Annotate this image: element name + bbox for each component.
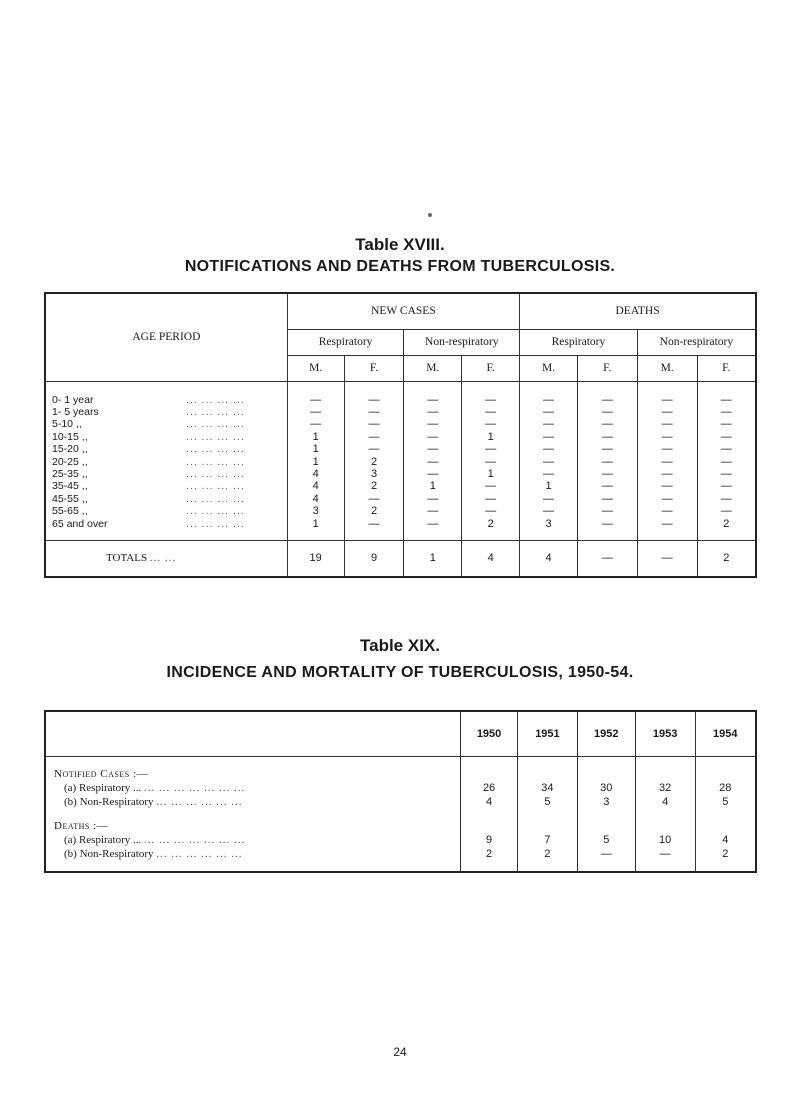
age-label: 20-25 ,, ... ... ... ... bbox=[45, 456, 287, 468]
cell: 2 bbox=[518, 847, 578, 861]
sex-m: M. bbox=[520, 355, 578, 381]
age-label: 55-65 ,, ... ... ... ... bbox=[45, 505, 287, 517]
cell: — bbox=[404, 468, 462, 480]
cell: 34 bbox=[518, 781, 578, 795]
total-cell: 9 bbox=[344, 540, 404, 577]
cell: — bbox=[577, 406, 637, 418]
cell: — bbox=[344, 443, 404, 455]
cell: 2 bbox=[344, 456, 404, 468]
cell: — bbox=[462, 381, 520, 406]
cell: — bbox=[520, 443, 578, 455]
cell: — bbox=[637, 406, 697, 418]
table-row bbox=[45, 406, 756, 418]
table-xix bbox=[44, 710, 757, 873]
cell: — bbox=[520, 381, 578, 406]
total-cell: 19 bbox=[287, 540, 344, 577]
totals-label: TOTALS ... ... bbox=[45, 540, 287, 577]
cell: — bbox=[344, 431, 404, 443]
cell: — bbox=[404, 456, 462, 468]
cell: — bbox=[697, 493, 756, 505]
cell: 1 bbox=[287, 443, 344, 455]
age-label: 0- 1 year ... ... ... ... bbox=[45, 381, 287, 406]
sex-f: F. bbox=[577, 355, 637, 381]
nc-nonresp-header: Non-respiratory bbox=[404, 329, 520, 355]
cell: — bbox=[404, 493, 462, 505]
table-xix-subtitle: INCIDENCE AND MORTALITY OF TUBERCULOSIS, 1950-54. bbox=[166, 664, 634, 681]
cell: 32 bbox=[635, 781, 695, 795]
cell: — bbox=[344, 493, 404, 505]
age-label: 5-10 ,, ... ... ... ... bbox=[45, 418, 287, 430]
cell: — bbox=[697, 418, 756, 430]
total-cell: 1 bbox=[404, 540, 462, 577]
cell: 1 bbox=[287, 431, 344, 443]
year-header: 1952 bbox=[577, 711, 635, 757]
sex-f: F. bbox=[697, 355, 756, 381]
cell: — bbox=[404, 431, 462, 443]
cell: — bbox=[287, 406, 344, 418]
cell: 1 bbox=[462, 468, 520, 480]
speck bbox=[428, 213, 432, 217]
cell: — bbox=[697, 505, 756, 517]
age-label: 10-15 ,, ... ... ... ... bbox=[45, 431, 287, 443]
age-label: 45-55 ,, ... ... ... ... bbox=[45, 493, 287, 505]
cell: — bbox=[697, 406, 756, 418]
cell: 4 bbox=[287, 468, 344, 480]
cell: — bbox=[520, 418, 578, 430]
cell: 2 bbox=[697, 518, 756, 541]
table-row bbox=[45, 480, 756, 492]
table-row bbox=[45, 456, 756, 468]
cell: — bbox=[635, 847, 695, 861]
cell: — bbox=[637, 431, 697, 443]
blank-header bbox=[45, 711, 461, 757]
cell: — bbox=[287, 418, 344, 430]
total-cell: 4 bbox=[520, 540, 578, 577]
cell: — bbox=[577, 468, 637, 480]
cell: — bbox=[462, 480, 520, 492]
sex-m: M. bbox=[404, 355, 462, 381]
age-label: 65 and over ... ... ... ... bbox=[45, 518, 287, 541]
cell: — bbox=[462, 406, 520, 418]
new-cases-header: NEW CASES bbox=[287, 293, 519, 329]
table-row bbox=[45, 468, 756, 480]
cell: 2 bbox=[344, 480, 404, 492]
row-label: (b) Non-Respiratory ... ... ... ... ... ... bbox=[45, 795, 461, 809]
cell: — bbox=[577, 456, 637, 468]
cell: 1 bbox=[520, 480, 578, 492]
row-label: (b) Non-Respiratory ... ... ... ... ... ... bbox=[45, 847, 461, 861]
age-label: 25-35 ,, ... ... ... ... bbox=[45, 468, 287, 480]
cell: — bbox=[577, 381, 637, 406]
deaths-header: DEATHS bbox=[520, 293, 756, 329]
cell: — bbox=[520, 431, 578, 443]
cell: — bbox=[462, 505, 520, 517]
cell: 2 bbox=[344, 505, 404, 517]
cell: 4 bbox=[287, 480, 344, 492]
cell: — bbox=[520, 493, 578, 505]
cell: — bbox=[637, 468, 697, 480]
cell: — bbox=[637, 381, 697, 406]
total-cell: — bbox=[637, 540, 697, 577]
cell: 5 bbox=[695, 795, 756, 809]
cell: 28 bbox=[695, 781, 756, 795]
cell: — bbox=[404, 443, 462, 455]
cell: — bbox=[697, 468, 756, 480]
cell: — bbox=[287, 381, 344, 406]
age-label: 1- 5 years ... ... ... ... bbox=[45, 406, 287, 418]
deaths-section-label: Deaths :— bbox=[45, 819, 461, 833]
table-xviii-subtitle: NOTIFICATIONS AND DEATHS FROM TUBERCULOSIS. bbox=[184, 258, 616, 275]
cell: — bbox=[577, 443, 637, 455]
cell: — bbox=[404, 518, 462, 541]
cell: — bbox=[637, 456, 697, 468]
table-xviii bbox=[44, 292, 757, 578]
cell: 4 bbox=[695, 833, 756, 847]
d-resp-header: Respiratory bbox=[520, 329, 638, 355]
notified-section-label: Notified Cases :— bbox=[45, 767, 461, 781]
page-number: 24 bbox=[393, 1045, 407, 1059]
cell: — bbox=[344, 518, 404, 541]
cell: — bbox=[520, 406, 578, 418]
cell: — bbox=[637, 493, 697, 505]
cell: 10 bbox=[635, 833, 695, 847]
cell: 1 bbox=[404, 480, 462, 492]
cell: 3 bbox=[344, 468, 404, 480]
cell: — bbox=[344, 406, 404, 418]
year-header: 1953 bbox=[635, 711, 695, 757]
cell: — bbox=[577, 493, 637, 505]
cell: — bbox=[344, 418, 404, 430]
cell: 4 bbox=[635, 795, 695, 809]
sex-f: F. bbox=[462, 355, 520, 381]
cell: 4 bbox=[461, 795, 518, 809]
d-nonresp-header: Non-respiratory bbox=[637, 329, 756, 355]
cell: 1 bbox=[462, 431, 520, 443]
cell: — bbox=[577, 518, 637, 541]
cell: 3 bbox=[520, 518, 578, 541]
cell: 2 bbox=[462, 518, 520, 541]
table-row bbox=[45, 381, 756, 406]
cell: — bbox=[404, 381, 462, 406]
nc-resp-header: Respiratory bbox=[287, 329, 404, 355]
cell: — bbox=[637, 418, 697, 430]
cell: — bbox=[577, 431, 637, 443]
cell: — bbox=[697, 480, 756, 492]
sex-m: M. bbox=[287, 355, 344, 381]
cell: — bbox=[404, 406, 462, 418]
cell: 9 bbox=[461, 833, 518, 847]
table-row bbox=[45, 418, 756, 430]
cell: — bbox=[697, 381, 756, 406]
sex-m: M. bbox=[637, 355, 697, 381]
cell: — bbox=[697, 431, 756, 443]
age-period-header: AGE PERIOD bbox=[45, 293, 287, 381]
cell: — bbox=[577, 505, 637, 517]
table-row bbox=[45, 518, 756, 541]
cell: 5 bbox=[518, 795, 578, 809]
cell: 5 bbox=[577, 833, 635, 847]
cell: — bbox=[462, 443, 520, 455]
cell: 2 bbox=[461, 847, 518, 861]
table-row bbox=[45, 493, 756, 505]
cell: — bbox=[344, 381, 404, 406]
cell: — bbox=[637, 480, 697, 492]
cell: — bbox=[520, 505, 578, 517]
cell: 1 bbox=[287, 518, 344, 541]
cell: — bbox=[637, 518, 697, 541]
cell: 7 bbox=[518, 833, 578, 847]
cell: — bbox=[520, 468, 578, 480]
table-row bbox=[45, 505, 756, 517]
age-label: 15-20 ,, ... ... ... ... bbox=[45, 443, 287, 455]
cell: — bbox=[462, 456, 520, 468]
cell: — bbox=[462, 493, 520, 505]
cell: 1 bbox=[287, 456, 344, 468]
table-row bbox=[45, 431, 756, 443]
row-label: (a) Respiratory ... ... ... ... ... ... ... ... bbox=[45, 781, 461, 795]
year-header: 1954 bbox=[695, 711, 756, 757]
age-label: 35-45 ,, ... ... ... ... bbox=[45, 480, 287, 492]
year-header: 1951 bbox=[518, 711, 578, 757]
cell: 30 bbox=[577, 781, 635, 795]
cell: 26 bbox=[461, 781, 518, 795]
sex-f: F. bbox=[344, 355, 404, 381]
cell: — bbox=[462, 418, 520, 430]
cell: 3 bbox=[577, 795, 635, 809]
cell: 4 bbox=[287, 493, 344, 505]
total-cell: 2 bbox=[697, 540, 756, 577]
cell: 3 bbox=[287, 505, 344, 517]
cell: — bbox=[404, 418, 462, 430]
cell: — bbox=[637, 443, 697, 455]
row-label: (a) Respiratory ... ... ... ... ... ... ... ... bbox=[45, 833, 461, 847]
cell: 2 bbox=[695, 847, 756, 861]
table-row bbox=[45, 443, 756, 455]
table-xviii-title: Table XVIII. bbox=[355, 235, 445, 254]
cell: — bbox=[577, 480, 637, 492]
cell: — bbox=[520, 456, 578, 468]
total-cell: 4 bbox=[462, 540, 520, 577]
table-xix-title: Table XIX. bbox=[360, 636, 440, 655]
cell: — bbox=[577, 418, 637, 430]
cell: — bbox=[404, 505, 462, 517]
cell: — bbox=[697, 443, 756, 455]
year-header: 1950 bbox=[461, 711, 518, 757]
cell: — bbox=[697, 456, 756, 468]
cell: — bbox=[637, 505, 697, 517]
total-cell: — bbox=[577, 540, 637, 577]
cell: — bbox=[577, 847, 635, 861]
